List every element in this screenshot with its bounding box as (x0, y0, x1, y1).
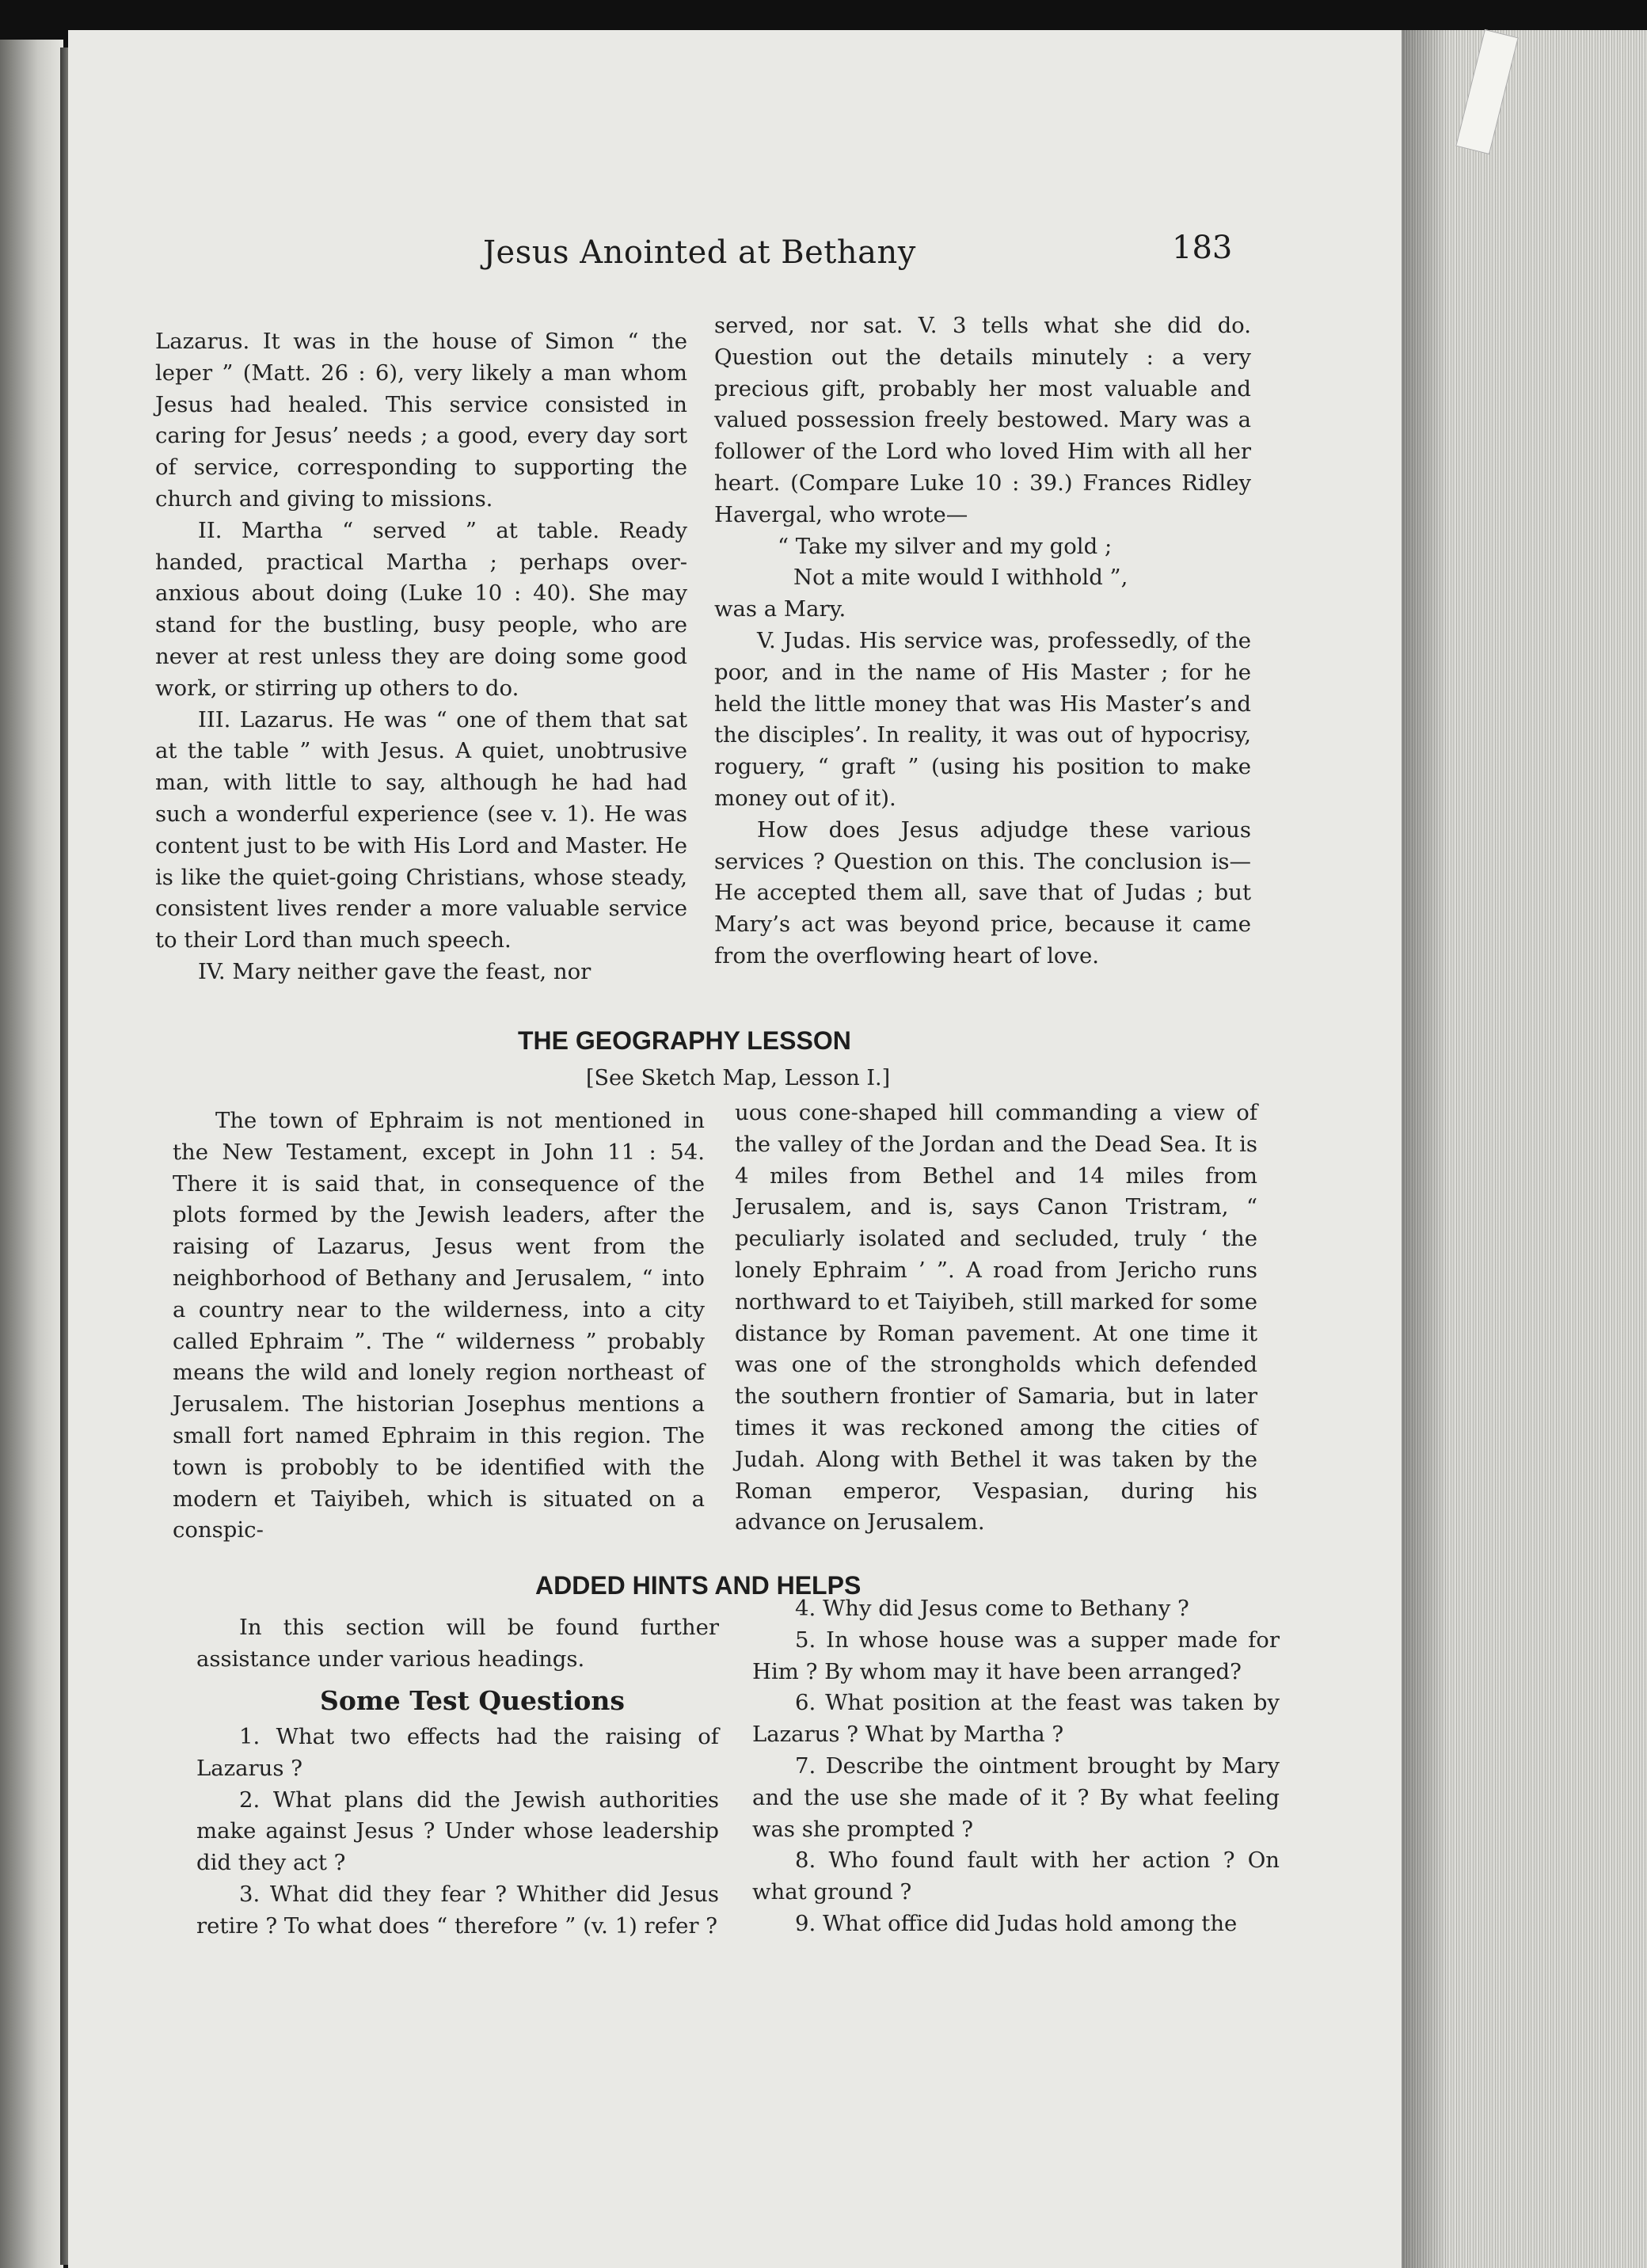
right-questions (752, 1593, 1280, 1940)
facing-page-edge (0, 40, 63, 2268)
hints-left-column (196, 1612, 719, 1676)
question: 5. In whose house was a supper made for Him ? By whom may it have been arranged? (752, 1627, 1280, 1684)
paragraph: II. Martha “ served ” at table. Ready handed, practical Martha ; perhaps over-anxious about doing (Luke 10 : 40). She may stand for the bustling, busy people, who are never at rest unless they are doing some good work, or stirring up others to do. (155, 517, 687, 701)
page-edges-shadow (1402, 30, 1449, 2268)
running-head: Jesus Anointed at Bethany (483, 234, 916, 271)
left-questions (196, 1722, 719, 1943)
verse-line: Not a mite would I withhold ”, (793, 565, 1128, 591)
paragraph: IV. Mary neither gave the feast, nor (198, 958, 591, 984)
test-questions-heading: Some Test Questions (320, 1685, 625, 1716)
question: 4. Why did Jesus come to Bethany ? (795, 1596, 1189, 1621)
verse-line: “ Take my silver and my gold ; (778, 533, 1113, 559)
question: 7. Describe the ointment brought by Mary and the use she made of it ? By what feeling was she prompted ? (752, 1752, 1280, 1842)
paragraph: V. Judas. His service was, professedly, of the poor, and in the name of His Master ; for he held the little money that was His Master’s and the disciples’. In reality, it was out of hypocrisy, roguery, “ graft ” (using his position to make money out of it). (714, 627, 1251, 811)
section1-right-column (714, 310, 1251, 972)
page-number: 183 (1172, 230, 1233, 266)
paragraph: III. Lazarus. He was “ one of them that sat at the table ” with Jesus. A quiet, unobtrusive man, with little to say, although he had had such a wonderful experience (see v. 1). He was content just to be with His Lord and Master. He is like the quiet-going Christians, whose steady, consistent lives render a more valuable service to their Lord than much speech. (155, 706, 687, 953)
question: 1. What two effects had the raising of Lazarus ? (196, 1724, 719, 1781)
hints-heading: ADDED HINTS AND HELPS (535, 1571, 862, 1600)
question: 3. What did they fear ? Whither did Jesus retire ? To what does “ therefore ” (v. 1) refer ? (196, 1881, 719, 1939)
question: 8. Who found fault with her action ? On what ground ? (752, 1848, 1280, 1905)
section1-left-column (155, 326, 687, 988)
question: 6. What position at the feast was taken by Lazarus ? What by Martha ? (752, 1690, 1280, 1748)
paragraph: Lazarus. It was in the house of Simon “ the leper ” (Matt. 26 : 6), very likely a man whom Jesus had healed. This service consisted in caring for Jesus’ needs ; a good, every day sort of service, corresponding to supporting the church and giving to missions. (155, 329, 687, 512)
geography-subheading: [See Sketch Map, Lesson I.] (586, 1066, 891, 1090)
paragraph: was a Mary. (714, 596, 846, 622)
geography-heading: THE GEOGRAPHY LESSON (518, 1026, 851, 1055)
paragraph: uous cone-shaped hill commanding a view of the valley of the Jordan and the Dead Sea. It is 4 miles from Bethel and 14 miles from Jerusalem, and is, says Canon Tristram, “ peculiarly isolated and secluded, truly ‘ the lonely Ephraim ’ ”. A road from Jericho runs northward to et Taiyibeh, still marked for some distance by Roman pavement. At one time it was one of the strongholds which defended the southern frontier of Samaria, but in later times it was reckoned among the cities of Judah. Along with Bethel it was taken by the Roman emperor, Vespasian, during his advance on Jerusalem. (735, 1100, 1257, 1535)
paragraph: How does Jesus adjudge these various services ? Question on this. The conclusion is—He accepted them all, save that of Judas ; but Mary’s act was beyond price, because it came from the overflowing heart of love. (714, 816, 1251, 968)
question: 9. What office did Judas hold among the (795, 1910, 1238, 1936)
paragraph: The town of Ephraim is not mentioned in the New Testament, except in John 11 : 54. There it is said that, in consequence of the plots formed by the Jewish leaders, after the raising of Lazarus, Jesus went from the neighborhood of Bethany and Jerusalem, “ into a country near to the wilderness, into a city called Ephraim ”. The “ wilderness ” probably means the wild and lonely region northeast of Jerusalem. The historian Josephus mentions a small fort named Ephraim in this region. The town is probobly to be identified with the modern et Taiyibeh, which is situated on a conspic- (173, 1108, 705, 1543)
hints-intro: In this section will be found further assistance under various headings. (196, 1615, 719, 1672)
paragraph: served, nor sat. V. 3 tells what she did do. Question out the details minutely : a very precious gift, probably her most valuable and valued possession freely bestowed. Mary was a follower of the Lord who loved Him with all her heart. (Compare Luke 10 : 39.) Frances Ridley Havergal, who wrote— (714, 313, 1251, 527)
geography-left-column (173, 1105, 705, 1547)
geography-right-column (735, 1098, 1257, 1539)
question: 2. What plans did the Jewish authorities make against Jesus ? Under whose leadership did they act ? (196, 1787, 719, 1876)
